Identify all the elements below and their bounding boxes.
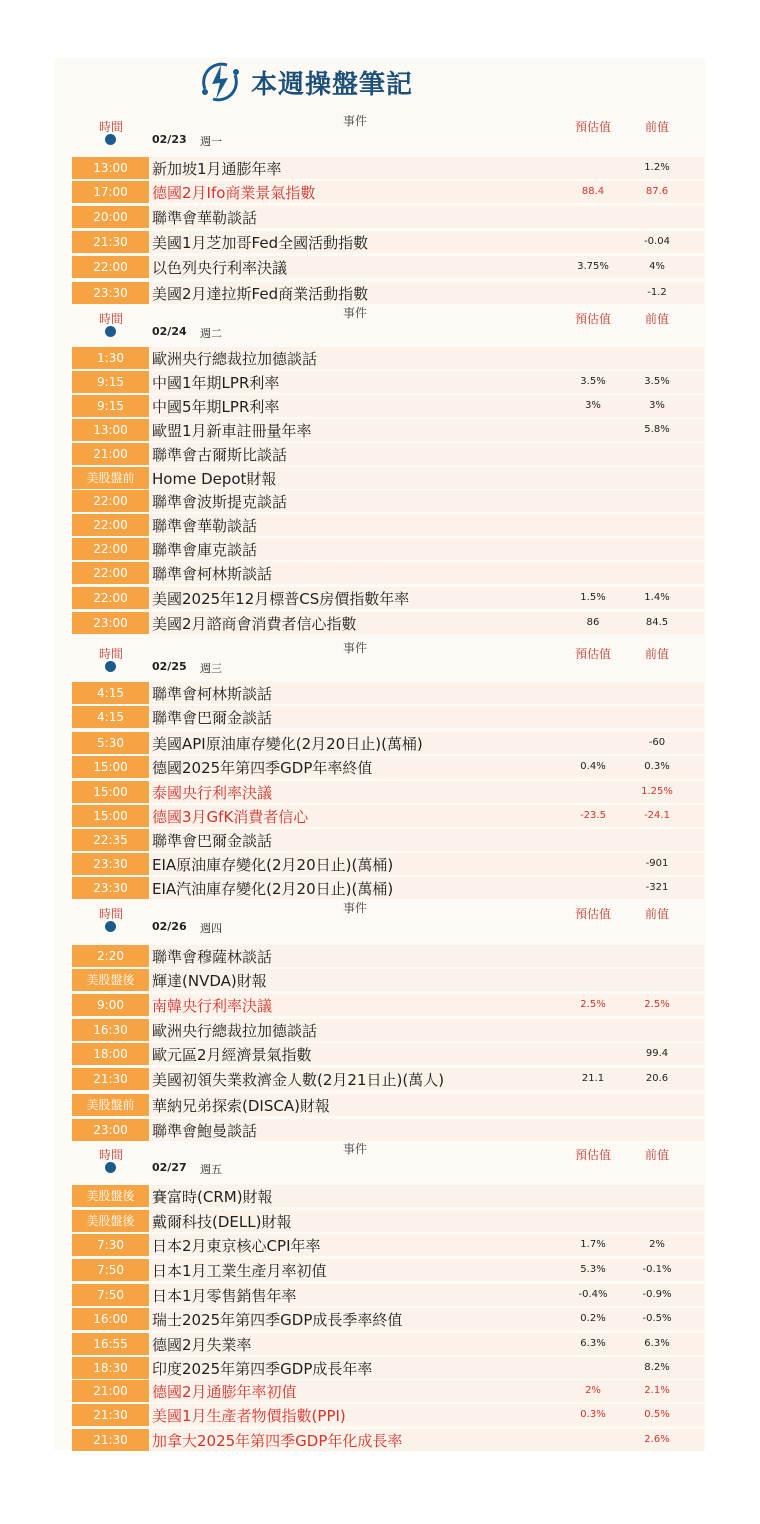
event-forecast: 3% xyxy=(585,400,601,411)
event-time-badge: 13:00 xyxy=(72,157,149,179)
event-name: 美國初領失業救濟金人數(2月21日止)(萬人) xyxy=(152,1071,445,1089)
day-marker-dot xyxy=(105,661,116,672)
day-date: 02/24 xyxy=(152,325,187,338)
event-previous: 4% xyxy=(649,261,665,272)
event-name: 新加坡1月通膨年率 xyxy=(152,160,282,178)
event-row xyxy=(72,562,706,584)
event-time-badge: 23:30 xyxy=(72,853,149,875)
event-time-badge: 美股盤前 xyxy=(72,467,149,489)
event-time-badge: 9:15 xyxy=(72,371,149,393)
event-time-badge: 22:00 xyxy=(72,514,149,536)
event-name: 德國2月Ifo商業景氣指數 xyxy=(152,184,316,202)
event-time-badge: 21:30 xyxy=(72,1429,149,1451)
event-row xyxy=(72,1357,706,1379)
event-row xyxy=(72,371,706,393)
event-row xyxy=(72,231,706,253)
event-row xyxy=(72,419,706,441)
event-forecast: 21.1 xyxy=(581,1073,605,1084)
event-name: 以色列央行利率決議 xyxy=(152,259,288,277)
event-previous: 8.2% xyxy=(644,1362,670,1373)
event-row xyxy=(72,706,706,728)
column-header-time: 時間 xyxy=(98,907,123,921)
event-name: 南韓央行利率決議 xyxy=(152,997,273,1015)
brand xyxy=(197,58,413,106)
event-time-badge: 22:00 xyxy=(72,587,149,609)
event-row xyxy=(72,994,706,1016)
day-date: 02/26 xyxy=(152,920,187,933)
event-row xyxy=(72,1284,706,1306)
column-header-event: 事件 xyxy=(342,114,367,128)
event-row xyxy=(72,514,706,536)
event-row xyxy=(72,781,706,803)
day-date: 02/27 xyxy=(152,1161,187,1174)
event-row xyxy=(72,1119,706,1141)
event-previous: -901 xyxy=(645,858,669,869)
day-marker-dot xyxy=(105,326,116,337)
event-previous: -0.04 xyxy=(644,236,670,247)
column-header-forecast: 預估值 xyxy=(574,312,611,326)
event-name: 聯準會華勒談話 xyxy=(152,517,258,535)
event-time-badge: 4:15 xyxy=(72,682,149,704)
event-row xyxy=(72,467,706,489)
event-time-badge: 22:00 xyxy=(72,562,149,584)
event-previous: -321 xyxy=(645,882,669,893)
column-header-time: 時間 xyxy=(98,647,123,661)
event-previous: 87.6 xyxy=(645,186,669,197)
event-forecast: 0.4% xyxy=(580,761,606,772)
event-row xyxy=(72,732,706,754)
event-time-badge: 18:30 xyxy=(72,1357,149,1379)
event-forecast: 88.4 xyxy=(581,186,605,197)
event-name: 美國1月芝加哥Fed全國活動指數 xyxy=(152,234,369,252)
event-name: 日本1月工業生產月率初值 xyxy=(152,1262,327,1280)
column-header-time: 時間 xyxy=(98,1148,123,1162)
event-row xyxy=(72,877,706,899)
event-previous: 5.8% xyxy=(644,424,670,435)
event-row xyxy=(72,612,706,634)
event-forecast: 0.2% xyxy=(580,1313,606,1324)
event-previous: 1.25% xyxy=(641,786,673,797)
event-time-badge: 16:00 xyxy=(72,1308,149,1330)
event-name: 聯準會庫克談話 xyxy=(152,541,258,559)
event-time-badge: 2:20 xyxy=(72,945,149,967)
column-header-previous: 前值 xyxy=(644,312,669,326)
event-name: 泰國央行利率決議 xyxy=(152,784,273,802)
event-name: 歐盟1月新車註冊量年率 xyxy=(152,422,312,440)
event-time-badge: 22:35 xyxy=(72,829,149,851)
event-name: EIA原油庫存變化(2月20日止)(萬桶) xyxy=(152,856,394,874)
day-date: 02/25 xyxy=(152,660,187,673)
event-name: 歐洲央行總裁拉加德談話 xyxy=(152,350,318,368)
event-name: 輝達(NVDA)財報 xyxy=(152,972,267,990)
event-name: 中國1年期LPR利率 xyxy=(152,374,280,392)
event-name: 歐洲央行總裁拉加德談話 xyxy=(152,1022,318,1040)
day-weekday: 週四 xyxy=(200,922,222,935)
event-previous: -0.1% xyxy=(642,1264,672,1275)
event-row xyxy=(72,538,706,560)
event-row xyxy=(72,1185,706,1207)
event-name: 聯準會巴爾金談話 xyxy=(152,832,273,850)
event-name: 印度2025年第四季GDP成長年率 xyxy=(152,1360,373,1378)
day-weekday: 週三 xyxy=(200,662,222,675)
event-time-badge: 美股盤前 xyxy=(72,1094,149,1116)
event-time-badge: 21:00 xyxy=(72,443,149,465)
column-header-previous: 前值 xyxy=(644,120,669,134)
column-header-forecast: 預估值 xyxy=(574,907,611,921)
event-name: 聯準會柯林斯談話 xyxy=(152,685,273,703)
event-previous: 3% xyxy=(649,400,665,411)
event-name: 瑞士2025年第四季GDP成長季率終值 xyxy=(152,1311,403,1329)
event-name: 美國2025年12月標普CS房價指數年率 xyxy=(152,590,410,608)
event-row xyxy=(72,1019,706,1041)
day-weekday: 週一 xyxy=(200,135,222,148)
event-time-badge: 22:00 xyxy=(72,538,149,560)
event-forecast: 3.75% xyxy=(577,261,609,272)
event-forecast: 1.5% xyxy=(580,592,606,603)
event-forecast: 2.5% xyxy=(580,999,606,1010)
page-title: 本週操盤筆記 xyxy=(251,69,414,100)
event-time-badge: 9:00 xyxy=(72,994,149,1016)
event-time-badge: 22:00 xyxy=(72,490,149,512)
event-row xyxy=(72,256,706,278)
event-row xyxy=(72,1068,706,1090)
column-header-event: 事件 xyxy=(342,1142,367,1156)
event-time-badge: 美股盤後 xyxy=(72,969,149,991)
event-time-badge: 17:00 xyxy=(72,181,149,203)
event-time-badge: 7:50 xyxy=(72,1284,149,1306)
event-row xyxy=(72,682,706,704)
event-time-badge: 21:30 xyxy=(72,1404,149,1426)
event-row xyxy=(72,1043,706,1065)
event-row xyxy=(72,945,706,967)
event-time-badge: 20:00 xyxy=(72,206,149,228)
event-previous: -60 xyxy=(648,737,666,748)
event-row xyxy=(72,1308,706,1330)
event-time-badge: 15:00 xyxy=(72,781,149,803)
event-forecast: 86 xyxy=(586,617,600,628)
event-name: 日本1月零售銷售年率 xyxy=(152,1287,297,1305)
event-time-badge: 7:50 xyxy=(72,1259,149,1281)
column-header-previous: 前值 xyxy=(644,1148,669,1162)
event-forecast: -23.5 xyxy=(580,810,606,821)
event-row xyxy=(72,1094,706,1116)
event-previous: 2.6% xyxy=(644,1434,670,1445)
event-name: 美國1月生產者物價指數(PPI) xyxy=(152,1407,346,1425)
event-name: 美國API原油庫存變化(2月20日止)(萬桶) xyxy=(152,735,423,753)
event-time-badge: 16:55 xyxy=(72,1333,149,1355)
event-time-badge: 7:30 xyxy=(72,1234,149,1256)
event-forecast: 0.3% xyxy=(580,1409,606,1420)
event-time-badge: 15:00 xyxy=(72,756,149,778)
event-time-badge: 5:30 xyxy=(72,732,149,754)
event-name: 加拿大2025年第四季GDP年化成長率 xyxy=(152,1432,403,1450)
event-row xyxy=(72,181,706,203)
column-header-previous: 前值 xyxy=(644,907,669,921)
event-name: 中國5年期LPR利率 xyxy=(152,398,280,416)
event-previous: -0.9% xyxy=(642,1289,672,1300)
event-time-badge: 美股盤後 xyxy=(72,1185,149,1207)
event-name: 聯準會華勒談話 xyxy=(152,209,258,227)
event-time-badge: 21:00 xyxy=(72,1380,149,1402)
event-forecast: 2% xyxy=(585,1385,601,1396)
event-name: 聯準會巴爾金談話 xyxy=(152,709,273,727)
column-header-forecast: 預估值 xyxy=(574,1148,611,1162)
event-forecast: 5.3% xyxy=(580,1264,606,1275)
column-header-time: 時間 xyxy=(98,312,123,326)
event-previous: 2.5% xyxy=(644,999,670,1010)
event-time-badge: 美股盤後 xyxy=(72,1210,149,1232)
day-marker-dot xyxy=(105,1162,116,1173)
event-time-badge: 23:00 xyxy=(72,612,149,634)
event-row xyxy=(72,443,706,465)
event-name: 聯準會穆薩林談話 xyxy=(152,948,273,966)
event-time-badge: 15:00 xyxy=(72,805,149,827)
event-time-badge: 23:00 xyxy=(72,1119,149,1141)
event-name: 日本2月東京核心CPI年率 xyxy=(152,1237,321,1255)
event-time-badge: 22:00 xyxy=(72,256,149,278)
event-name: 德國2月通膨年率初值 xyxy=(152,1383,297,1401)
event-time-badge: 9:15 xyxy=(72,395,149,417)
column-header-forecast: 預估值 xyxy=(574,120,611,134)
logo-icon xyxy=(197,59,243,105)
event-forecast: -0.4% xyxy=(578,1289,608,1300)
event-previous: -1.2 xyxy=(647,287,667,298)
day-date: 02/23 xyxy=(152,133,187,146)
event-name: 美國2月達拉斯Fed商業活動指數 xyxy=(152,285,369,303)
event-row xyxy=(72,347,706,369)
event-previous: 0.3% xyxy=(644,761,670,772)
event-name: 美國2月諮商會消費者信心指數 xyxy=(152,615,357,633)
event-time-badge: 18:00 xyxy=(72,1043,149,1065)
event-row xyxy=(72,282,706,304)
event-name: 賽富時(CRM)財報 xyxy=(152,1188,273,1206)
event-name: EIA汽油庫存變化(2月20日止)(萬桶) xyxy=(152,880,394,898)
event-time-badge: 21:30 xyxy=(72,1068,149,1090)
event-row xyxy=(72,805,706,827)
event-row xyxy=(72,395,706,417)
event-time-badge: 21:30 xyxy=(72,231,149,253)
event-forecast: 1.7% xyxy=(580,1239,606,1250)
event-name: 聯準會古爾斯比談話 xyxy=(152,446,288,464)
event-row xyxy=(72,1380,706,1402)
event-previous: 3.5% xyxy=(644,376,670,387)
event-row xyxy=(72,1429,706,1451)
event-row xyxy=(72,1210,706,1232)
event-previous: -0.5% xyxy=(642,1313,672,1324)
event-row xyxy=(72,206,706,228)
event-time-badge: 16:30 xyxy=(72,1019,149,1041)
event-previous: 2.1% xyxy=(644,1385,670,1396)
event-row xyxy=(72,853,706,875)
event-row xyxy=(72,1259,706,1281)
event-previous: 2% xyxy=(649,1239,665,1250)
day-marker-dot xyxy=(105,921,116,932)
event-time-badge: 23:30 xyxy=(72,877,149,899)
day-weekday: 週二 xyxy=(200,327,222,340)
event-name: 德國3月GfK消費者信心 xyxy=(152,808,309,826)
event-row xyxy=(72,587,706,609)
event-time-badge: 13:00 xyxy=(72,419,149,441)
event-name: 德國2025年第四季GDP年率終值 xyxy=(152,759,373,777)
event-previous: 0.5% xyxy=(644,1409,670,1420)
column-header-event: 事件 xyxy=(342,306,367,320)
day-weekday: 週五 xyxy=(200,1163,222,1176)
event-row xyxy=(72,829,706,851)
event-previous: 99.4 xyxy=(645,1048,669,1059)
event-row xyxy=(72,1234,706,1256)
event-name: Home Depot財報 xyxy=(152,470,277,488)
event-forecast: 6.3% xyxy=(580,1338,606,1349)
event-previous: 84.5 xyxy=(645,617,669,628)
event-row xyxy=(72,157,706,179)
event-row xyxy=(72,756,706,778)
column-header-forecast: 預估值 xyxy=(574,647,611,661)
event-name: 華納兄弟探索(DISCA)財報 xyxy=(152,1097,330,1115)
event-previous: -24.1 xyxy=(644,810,670,821)
event-row xyxy=(72,969,706,991)
column-header-previous: 前值 xyxy=(644,647,669,661)
event-previous: 20.6 xyxy=(645,1073,669,1084)
event-name: 聯準會波斯提克談話 xyxy=(152,493,288,511)
event-name: 聯準會柯林斯談話 xyxy=(152,565,273,583)
event-name: 德國2月失業率 xyxy=(152,1336,252,1354)
event-time-badge: 1:30 xyxy=(72,347,149,369)
event-time-badge: 4:15 xyxy=(72,706,149,728)
column-header-time: 時間 xyxy=(98,120,123,134)
event-name: 聯準會鮑曼談話 xyxy=(152,1122,258,1140)
event-row xyxy=(72,1404,706,1426)
event-previous: 1.4% xyxy=(644,592,670,603)
event-previous: 6.3% xyxy=(644,1338,670,1349)
event-time-badge: 23:30 xyxy=(72,282,149,304)
column-header-event: 事件 xyxy=(342,641,367,655)
event-row xyxy=(72,1333,706,1355)
event-previous: 1.2% xyxy=(644,162,670,173)
event-name: 戴爾科技(DELL)財報 xyxy=(152,1213,292,1231)
event-name: 歐元區2月經濟景氣指數 xyxy=(152,1046,312,1064)
event-row xyxy=(72,490,706,512)
event-forecast: 3.5% xyxy=(580,376,606,387)
column-header-event: 事件 xyxy=(342,901,367,915)
day-marker-dot xyxy=(105,134,116,145)
